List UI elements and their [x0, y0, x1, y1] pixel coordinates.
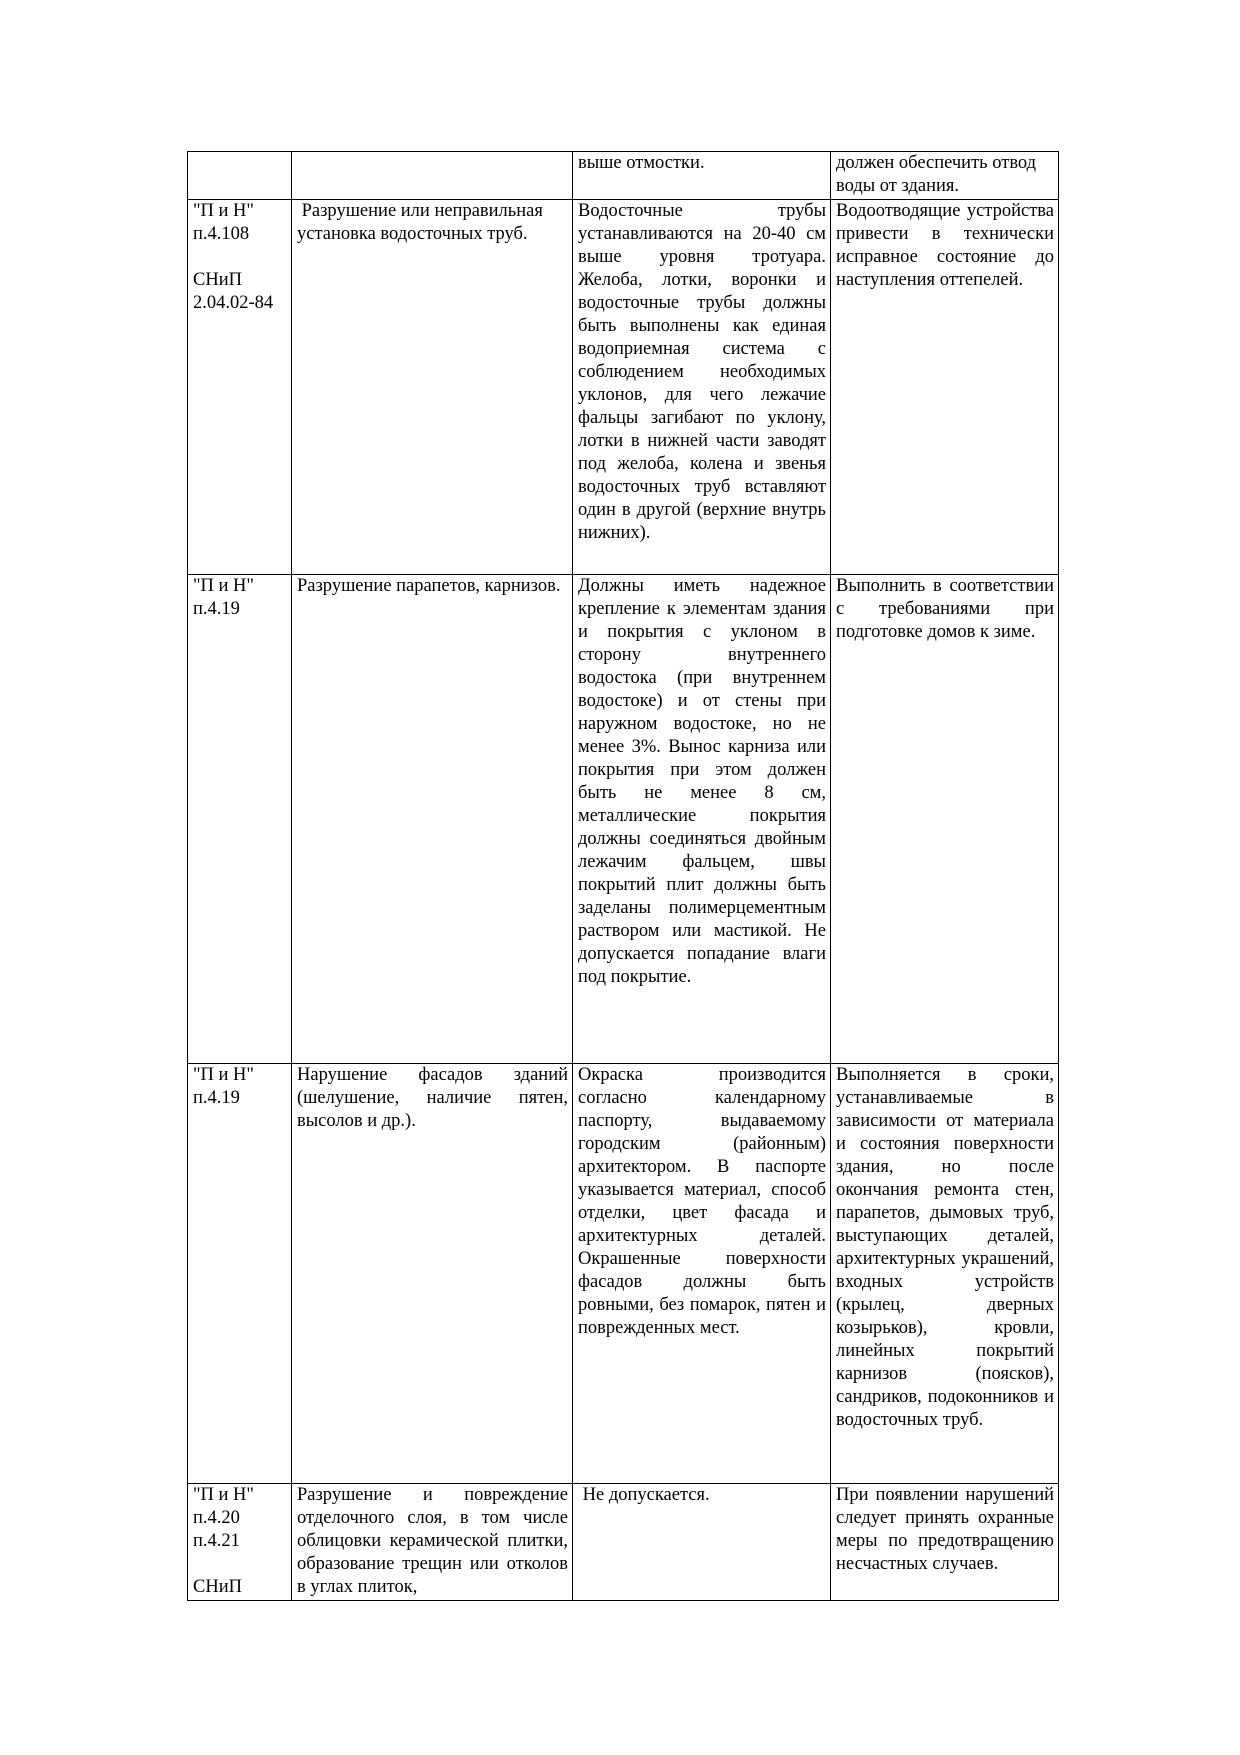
reference-line: п.4.19 — [193, 1088, 240, 1108]
action-cell: должен обеспечить отвод воды от здания. — [831, 152, 1059, 200]
problem-cell: Разрушение и повреждение отделочного слоя, в том числе облицовки керамической плитки, образование трещин или отколов в углах плиток, — [292, 1484, 573, 1601]
reference-cell — [188, 1064, 292, 1484]
reference-line: п.4.21 — [193, 1531, 240, 1551]
reference-line: "П и Н" — [193, 1065, 254, 1085]
reference-line: СНиП — [193, 1577, 242, 1597]
action-cell: Выполняется в сроки, устанавливаемые в зависимости от материала и состояния поверхности здания, но после окончания ремонта стен, парапетов, дымовых труб, выступающих деталей, архитектурных украшений, входных устройств (крылец, дверных козырьков), кровли, линейных покрытий карнизов (поясков), сандриков, подоконников и водосточных труб. — [831, 1064, 1059, 1484]
problem-cell: Разрушение или неправильная установка водосточных труб. — [292, 200, 573, 575]
action-cell: Выполнить в соответствии с требованиями при подготовке домов к зиме. — [831, 575, 1059, 1064]
reference-cell — [188, 575, 292, 1064]
table-row — [188, 152, 1059, 200]
problem-cell: Разрушение парапетов, карнизов. — [292, 575, 573, 1064]
requirement-cell: Не допускается. — [573, 1484, 831, 1601]
reference-gap — [193, 1553, 287, 1576]
reference-gap — [193, 246, 287, 269]
requirement-cell: выше отмостки. — [573, 152, 831, 200]
action-cell: Водоотводящие устройства привести в технически исправное состояние до наступления оттепелей. — [831, 200, 1059, 575]
reference-cell — [188, 152, 292, 200]
reference-line: "П и Н" — [193, 576, 254, 596]
reference-line: п.4.19 — [193, 599, 240, 619]
table-row — [188, 200, 1059, 575]
reference-cell — [188, 1484, 292, 1601]
reference-line: "П и Н" — [193, 1485, 254, 1505]
reference-cell — [188, 200, 292, 575]
reference-line: 2.04.02-84 — [193, 293, 274, 313]
problem-cell — [292, 152, 573, 200]
regulations-table — [187, 151, 1059, 1601]
reference-line: "П и Н" — [193, 201, 254, 221]
requirement-cell: Окраска производится согласно календарному паспорту, выдаваемому городским (районным) архитектором. В паспорте указывается материал, способ отделки, цвет фасада и архитектурных деталей. Окрашенные поверхности фасадов должны быть ровными, без помарок, пятен и поврежденных мест. — [573, 1064, 831, 1484]
reference-line: п.4.20 — [193, 1508, 240, 1528]
table-row — [188, 575, 1059, 1064]
reference-line: п.4.108 — [193, 224, 250, 244]
reference-line: СНиП — [193, 270, 242, 290]
requirement-cell: Должны иметь надежное крепление к элементам здания и покрытия с уклоном в сторону внутреннего водостока (при внутреннем водостоке) и от стены при наружном водостоке, но не менее 3%. Вынос карниза или покрытия при этом должен быть не менее 8 см, металлические покрытия должны соединяться двойным лежачим фальцем, швы покрытий плит должны быть заделаны полимерцементным раствором или мастикой. Не допускается попадание влаги под покрытие. — [573, 575, 831, 1064]
action-cell: При появлении нарушений следует принять охранные меры по предотвращению несчастных случаев. — [831, 1484, 1059, 1601]
table-row — [188, 1484, 1059, 1601]
problem-cell: Нарушение фасадов зданий (шелушение, наличие пятен, высолов и др.). — [292, 1064, 573, 1484]
requirement-cell: Водосточные трубы устанавливаются на 20-40 см выше уровня тротуара. Желоба, лотки, воронки и водосточные трубы должны быть выполнены как единая водоприемная система с соблюдением необходимых уклонов, для чего лежачие фальцы загибают по уклону, лотки в нижней части заводят под желоба, колена и звенья водосточных труб вставляют один в другой (верхние внутрь нижних). — [573, 200, 831, 575]
table-row — [188, 1064, 1059, 1484]
